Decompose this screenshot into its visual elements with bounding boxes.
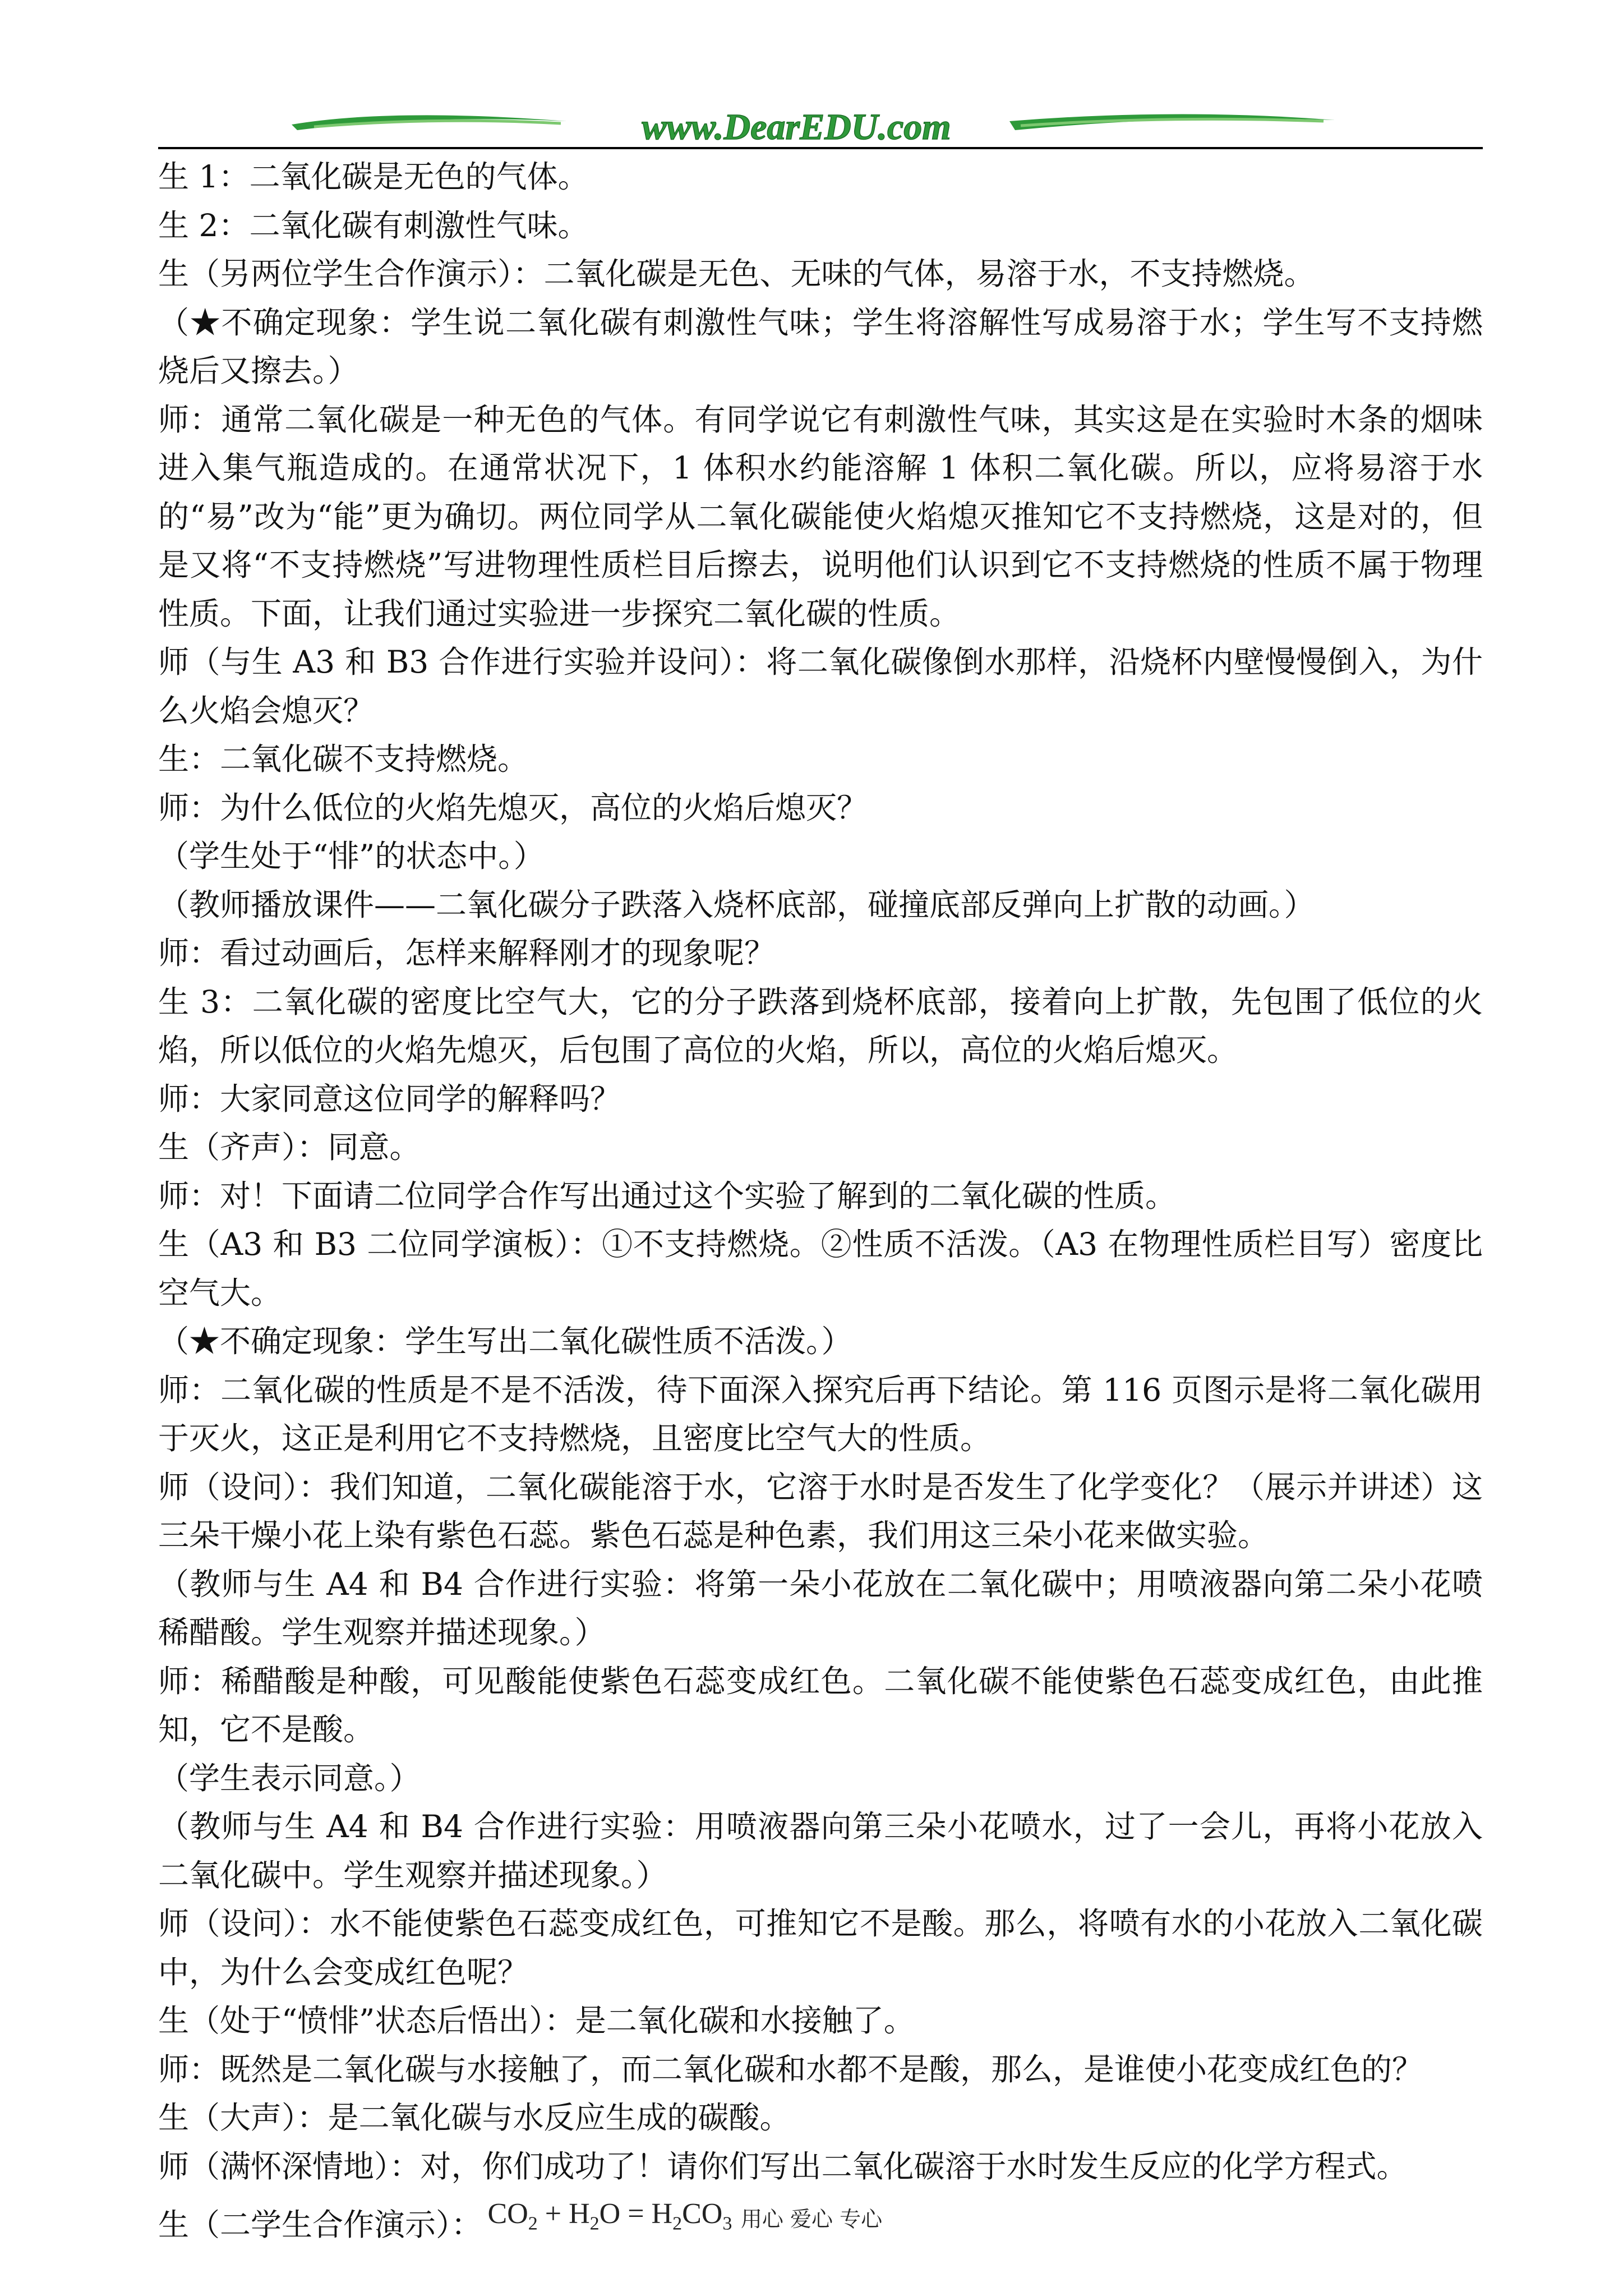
header-banner [0,0,1623,154]
paragraph: 师：既然是二氧化碳与水接触了，而二氧化碳和水都不是酸，那么，是谁使小花变成红色的？ [158,2051,1423,2087]
paragraph: 师：通常二氧化碳是一种无色的气体。有同学说它有刺激性气味，其实这是在实验时木条的烟味进入集气瓶造成的。在通常状况下，1 体积水约能溶解 1 体积二氧化碳。所以，应将易溶于水的“易”改为“能”更为确切。两位同学从二氧化碳能使火焰熄灭推知它不支持燃烧，这是对的，但是又将“不支持燃烧”写进物理性质栏目后擦去，说明他们认识到它不支持燃烧的性质不属于物理性质。下面，让我们通过实验进一步探究二氧化碳的性质。 [158,401,1483,632]
paragraph: 师：为什么低位的火焰先熄灭，高位的火焰后熄灭？ [158,789,868,826]
page-header [0,0,1623,154]
paragraph: 师（与生 A3 和 B3 合作进行实验并设问）：将二氧化碳像倒水那样，沿烧杯内壁慢慢倒入，为什么火焰会熄灭？ [158,644,1483,729]
paragraph: 生：二氧化碳不支持燃烧。 [158,741,529,777]
paragraph: 师（满怀深情地）：对，你们成功了！请你们写出二氧化碳溶于水时发生反应的化学方程式。 [158,2148,1408,2184]
paragraph: （教师与生 A4 和 B4 合作进行实验：将第一朵小花放在二氧化碳中；用喷液器向第二朵小花喷稀醋酸。学生观察并描述现象。） [158,1566,1483,1650]
paragraph: 师：稀醋酸是种酸，可见酸能使紫色石蕊变成红色。二氧化碳不能使紫色石蕊变成红色，由此推知，它不是酸。 [158,1663,1483,1747]
paragraph: 生（A3 和 B3 二位同学演板）：①不支持燃烧。②性质不活泼。（A3 在物理性质栏目写）密度比空气大。 [158,1226,1483,1311]
equation-prefix: 生（二学生合作演示）： [158,2207,482,2243]
paragraph: 生（处于“愤悱”状态后悟出）：是二氧化碳和水接触了。 [158,2003,915,2039]
paragraph: 师：对！下面请二位同学合作写出通过这个实验了解到的二氧化碳的性质。 [158,1177,1177,1214]
paragraph: 生（大声）：是二氧化碳与水反应生成的碳酸。 [158,2100,791,2136]
paragraph: （教师播放课件——二氧化碳分子跌落入烧杯底部，碰撞底部反弹向上扩散的动画。） [158,886,1315,923]
paragraph: 师：大家同意这位同学的解释吗？ [158,1080,621,1117]
paragraph: （学生处于“悱”的状态中。） [158,838,545,874]
paragraph: 生 1：二氧化碳是无色的气体。 [158,159,589,195]
paragraph: 师（设问）：我们知道，二氧化碳能溶于水，它溶于水时是否发生了化学变化？（展示并讲述）这三朵干燥小花上染有紫色石蕊。紫色石蕊是种色素，我们用这三朵小花来做实验。 [158,1469,1483,1553]
paragraph: 师（设问）：水不能使紫色石蕊变成红色，可推知它不是酸。那么，将喷有水的小花放入二氧化碳中，为什么会变成红色呢？ [158,1906,1483,1990]
page-footer: 用心 爱心 专心 [740,2207,883,2231]
paragraph: 师：二氧化碳的性质是不是不活泼，待下面深入探究后再下结论。第 116 页图示是将二氧化碳用于灭火，这正是利用它不支持燃烧，且密度比空气大的性质。 [158,1372,1483,1456]
paragraph: 生 3：二氧化碳的密度比空气大，它的分子跌落到烧杯底部，接着向上扩散，先包围了低位的火焰，所以低位的火焰先熄灭，后包围了高位的火焰，所以，高位的火焰后熄灭。 [158,983,1483,1068]
paragraph: 师：看过动画后，怎样来解释刚才的现象呢？ [158,935,776,971]
paragraph: 生（齐声）：同意。 [158,1129,421,1165]
paragraph: （学生表示同意。） [158,1760,421,1796]
paragraph: （★不确定现象：学生写出二氧化碳性质不活泼。） [158,1323,852,1359]
paragraph: 生 2：二氧化碳有刺激性气味。 [158,207,589,243]
document-body [158,153,1483,2257]
paragraph: （教师与生 A4 和 B4 合作进行实验：用喷液器向第三朵小花喷水，过了一会儿，再将小花放入二氧化碳中。学生观察并描述现象。） [158,1809,1483,1893]
header-rule [158,147,1483,149]
site-logo-text: www.DearEDU.com [642,107,951,148]
paragraph: 生（另两位学生合作演示）：二氧化碳是无色、无味的气体，易溶于水，不支持燃烧。 [158,256,1315,292]
paragraph: （★不确定现象：学生说二氧化碳有刺激性气味；学生将溶解性写成易溶于水；学生写不支持燃烧后又擦去。） [158,304,1483,389]
chemical-equation: $CO_2 + H_2O = H_2CO_3$ [487,2198,732,2234]
